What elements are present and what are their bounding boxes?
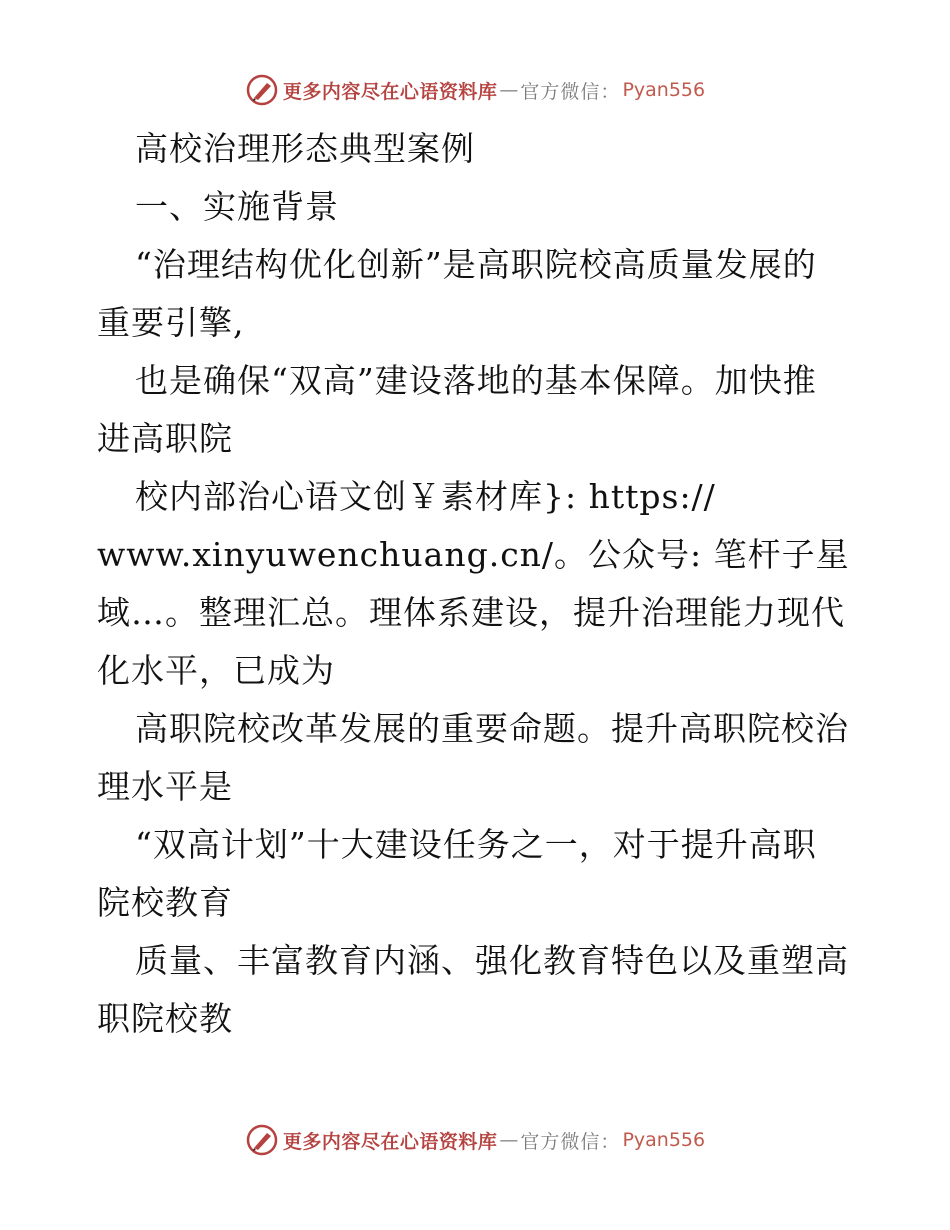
banner-wechat-id: Pyan556: [622, 79, 706, 101]
document-body: [97, 120, 857, 1048]
section-heading: 一、实施背景: [135, 187, 339, 226]
paragraph-line: 校内部治心语文创￥素材库}: https://: [135, 477, 716, 516]
paragraph-line: 进高职院: [97, 419, 233, 458]
banner-separator: —: [499, 1129, 519, 1151]
banner-wechat-label: 官方微信：: [520, 1130, 621, 1153]
banner-wechat-id: Pyan556: [622, 1129, 706, 1151]
paragraph-line: 院校教育: [97, 883, 233, 922]
header-banner: [0, 70, 950, 110]
paragraph-line: 域…。整理汇总。理体系建设，提升治理能力现代: [97, 593, 845, 632]
banner-wechat-label: 官方微信：: [520, 80, 621, 103]
paragraph-line: 质量、丰富教育内涵、强化教育特色以及重塑高: [135, 941, 849, 980]
paragraph-line: 化水平，已成为: [97, 651, 335, 690]
banner-title: 更多内容尽在心语资料库: [282, 1130, 498, 1153]
banner-title: 更多内容尽在心语资料库: [282, 80, 498, 103]
paragraph-line: 职院校教: [97, 999, 233, 1038]
document-title: 高校治理形态典型案例: [135, 129, 475, 168]
paragraph-line: 理水平是: [97, 767, 233, 806]
paragraph-line: 高职院校改革发展的重要命题。提升高职院校治: [135, 709, 849, 748]
banner-separator: —: [499, 79, 519, 101]
paragraph-line: “双高计划”十大建设任务之一，对于提升高职: [135, 825, 817, 864]
pen-logo-icon: [245, 1123, 279, 1157]
paragraph-line: 重要引擎,: [97, 303, 245, 342]
paragraph-line: www.xinyuwenchuang.cn/。公众号: 笔杆子星: [97, 535, 850, 574]
pen-logo-icon: [245, 73, 279, 107]
paragraph-line: 也是确保“双高”建设落地的基本保障。加快推: [135, 361, 817, 400]
footer-banner: [0, 1120, 950, 1160]
paragraph-line: “治理结构优化创新”是高职院校高质量发展的: [135, 245, 817, 284]
